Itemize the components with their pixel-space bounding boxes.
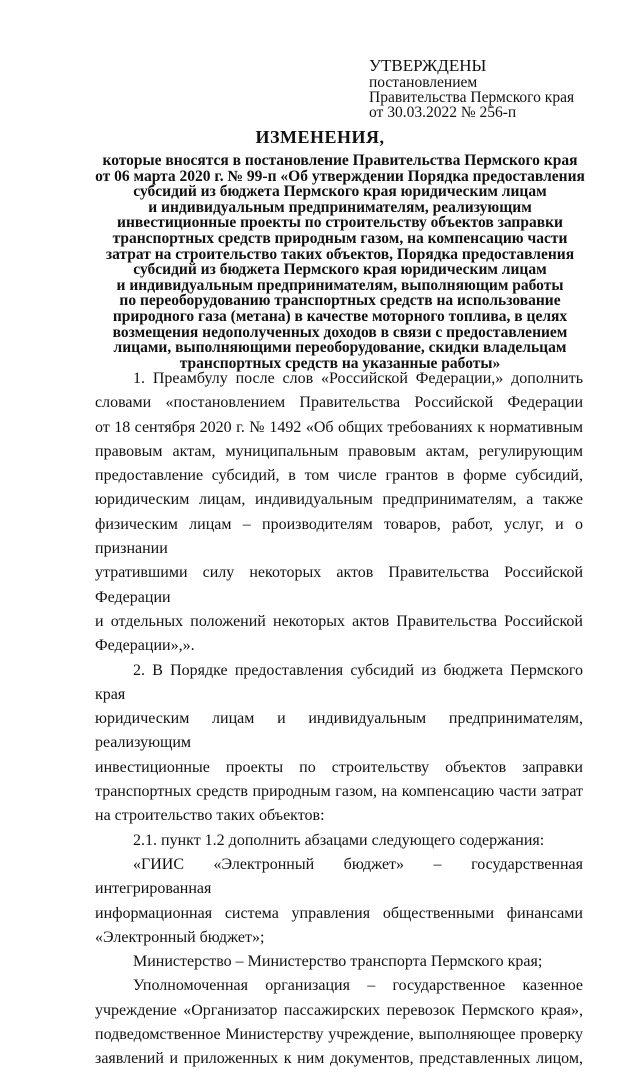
subtitle-line: транспортных средств на указанные работы» (179, 354, 501, 372)
document-subtitle (80, 153, 600, 371)
body-line: «Электронный бюджет»; (95, 928, 265, 946)
body-line: утратившими силу некоторых актов Правительства Российской Федерации (95, 564, 583, 606)
body-line: инвестиционные проекты по строительству объектов заправки (95, 758, 583, 776)
body-line: предоставление субсидий, в том числе грантов в форме субсидий, (95, 467, 583, 485)
approval-line: Правительства Пермского края (369, 89, 575, 106)
body-line: информационная система управления общественными финансами (95, 904, 583, 922)
subtitle-line: природного газа (метана) в качестве моторного топлива, в целях (112, 307, 568, 325)
body-line: юридическим лицам, индивидуальным предпринимателям, а также (95, 491, 583, 509)
subtitle-line: субсидий из бюджета Пермского края юридическим лицам (133, 183, 547, 201)
body-line: 2. В Порядке предоставления субсидий из бюджета Пермского края (95, 661, 583, 703)
subtitle-line: по переоборудованию транспортных средств на использование (119, 292, 561, 310)
subtitle-line: инвестиционные проекты по строительству объектов заправки (117, 214, 563, 232)
body-line: словами «постановлением Правительства Российской Федерации (95, 394, 583, 412)
subtitle-line: субсидий из бюджета Пермского края юридическим лицам (133, 261, 547, 279)
body-line: юридическим лицам и индивидуальным предпринимателям, реализующим (95, 710, 583, 752)
subtitle-line: лицами, выполняющими переоборудование, скидки владельцам (113, 339, 567, 357)
document-title: ИЗМЕНЕНИЯ, (255, 127, 385, 147)
body-line: Уполномоченная организация – государственное казенное (133, 977, 583, 995)
subtitle-line: и индивидуальным предпринимателям, выполняющим работы (116, 276, 564, 294)
body-line: Министерство – Министерство транспорта Пермского края; (133, 953, 543, 971)
body-line: транспортных средств природным газом, на компенсацию части затрат (95, 783, 583, 801)
body-line: учреждение «Организатор пассажирских перевозок Пермского края», (95, 1001, 583, 1019)
approval-line: постановлением (369, 74, 478, 91)
approval-heading: УТВЕРЖДЕНЫ (369, 56, 487, 75)
body-line: заявлений и приложенных к ним документов, представленных лицом, (95, 1050, 583, 1068)
body-line: физическим лицам – производителям товаров, работ, услуг, и о признании (95, 515, 583, 558)
subtitle-line: транспортных средств природным газом, на компенсацию части (112, 229, 568, 247)
approval-block (369, 56, 574, 120)
body-line: на строительство таких объектов: (95, 807, 325, 825)
subtitle-line: затрат на строительство таких объектов, Порядка предоставления (105, 245, 575, 263)
body-line: «ГИИС «Электронный бюджет» – государственная интегрированная (95, 855, 583, 898)
body-line: Федерации»,». (95, 637, 195, 655)
body-line: правовым актам, муниципальным правовым актам, регулирующим (95, 442, 583, 460)
approval-line: от 30.03.2022 № 256-п (369, 104, 517, 121)
subtitle-line: и индивидуальным предпринимателям, реализующим (148, 198, 532, 216)
body-line: и отдельных положений некоторых актов Правительства Российской (95, 612, 583, 630)
subtitle-line: возмещения недополученных доходов в связи с предоставлением (112, 323, 568, 341)
subtitle-line: от 06 марта 2020 г. № 99-п «Об утверждении Порядка предоставления (95, 167, 585, 185)
body-line: от 18 сентября 2020 г. № 1492 «Об общих требованиях к нормативным (95, 418, 583, 436)
body-line: подведомственное Министерству учреждение, выполняющее проверку (95, 1026, 583, 1044)
subtitle-line: которые вносятся в постановление Правительства Пермского края (102, 152, 578, 169)
body-line: 2.1. пункт 1.2 дополнить абзацами следующего содержания: (133, 831, 545, 849)
body-line: 1. Преамбулу после слов «Российской Федерации,» дополнить (133, 370, 583, 387)
document-body (95, 367, 583, 1072)
